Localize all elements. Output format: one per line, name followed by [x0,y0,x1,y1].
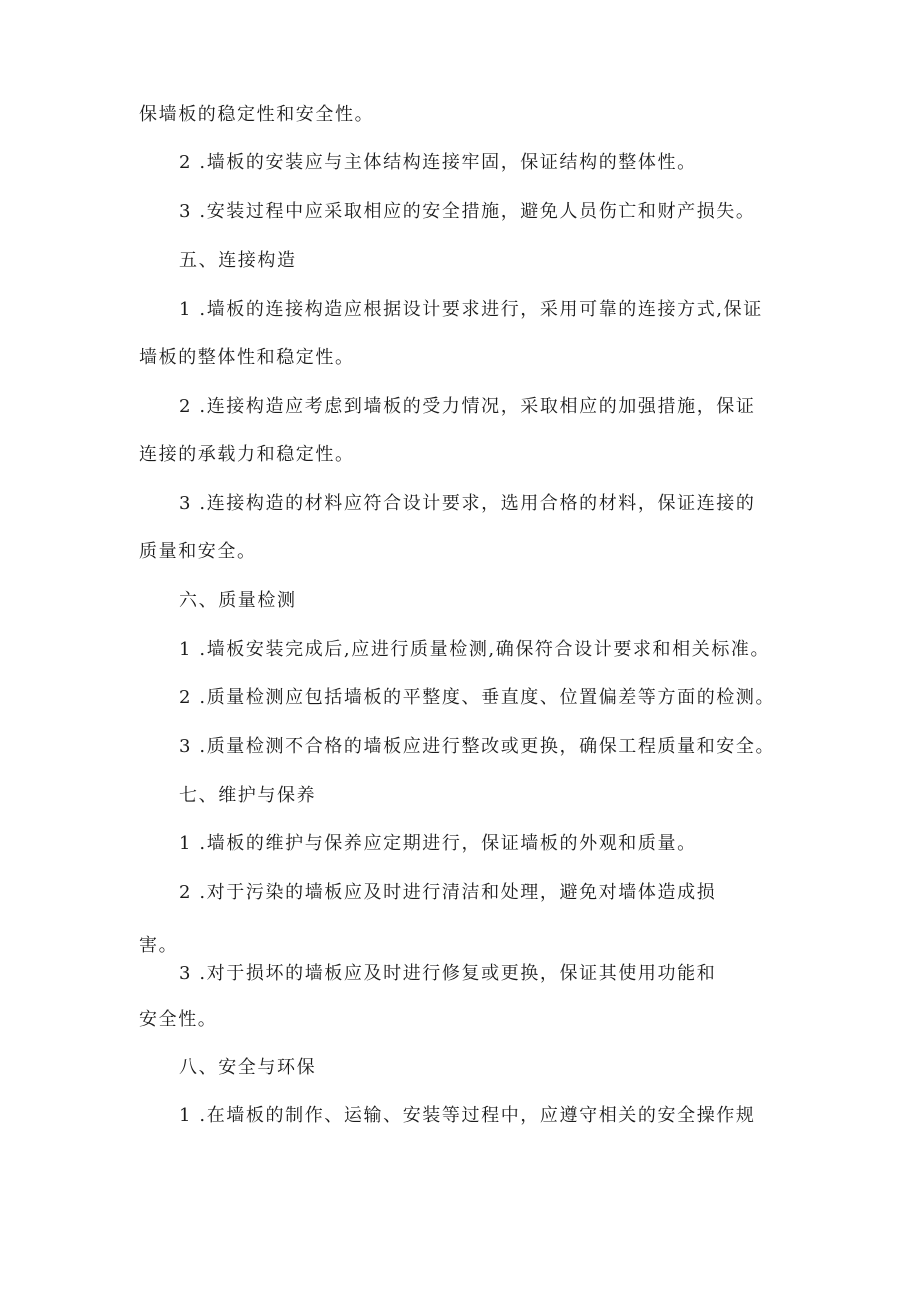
paragraph-line: 连接的承载力和稳定性。 [139,444,355,465]
list-item: 2 .连接构造应考虑到墙板的受力情况，采取相应的加强措施，保证 [179,396,756,417]
paragraph-line: 墙板的整体性和稳定性。 [139,347,355,368]
list-item: 2 .墙板的安装应与主体结构连接牢固，保证结构的整体性。 [179,152,697,173]
list-item: 3 .连接构造的材料应符合设计要求，选用合格的材料，保证连接的 [179,493,756,514]
section-heading: 五、连接构造 [179,250,297,271]
list-item: 2 .对于污染的墙板应及时进行清洁和处理，避免对墙体造成损 [179,882,717,903]
section-heading: 七、维护与保养 [179,785,317,806]
list-item: 2 .质量检测应包括墙板的平整度、垂直度、位置偏差等方面的检测。 [179,687,776,708]
paragraph-line: 害。 [139,935,179,956]
list-item: 3 .对于损坏的墙板应及时进行修复或更换，保证其使用功能和 [179,963,717,984]
list-item: 1 .墙板的维护与保养应定期进行，保证墙板的外观和质量。 [179,833,697,854]
list-item: 1 .墙板的连接构造应根据设计要求进行，采用可靠的连接方式,保证 [179,299,763,320]
list-item: 3 .质量检测不合格的墙板应进行整改或更换，确保工程质量和安全。 [179,736,776,757]
list-item: 1 .在墙板的制作、运输、安装等过程中，应遵守相关的安全操作规 [179,1105,756,1126]
paragraph-line: 质量和安全。 [139,541,257,562]
list-item: 3 .安装过程中应采取相应的安全措施，避免人员伤亡和财产损失。 [179,201,756,222]
section-heading: 八、安全与环保 [179,1057,317,1078]
list-item: 1 .墙板安装完成后,应进行质量检测,确保符合设计要求和相关标准。 [179,639,771,660]
paragraph-line: 保墙板的稳定性和安全性。 [139,104,375,125]
paragraph-line: 安全性。 [139,1009,218,1030]
section-heading: 六、质量检测 [179,590,297,611]
